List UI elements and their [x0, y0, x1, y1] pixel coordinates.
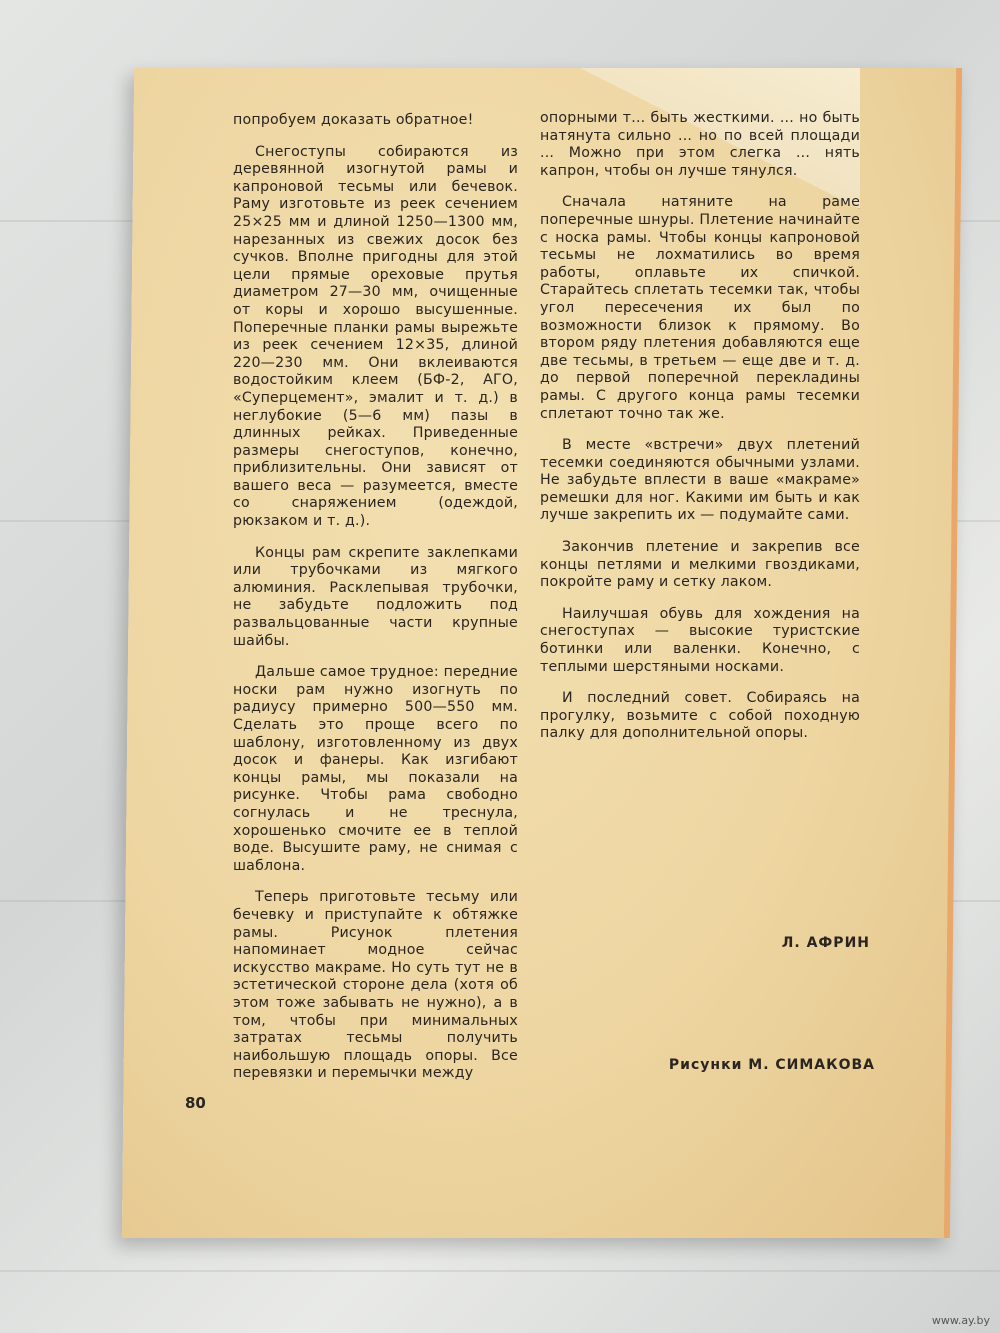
text-column-left — [233, 112, 518, 1097]
paragraph: Наилучшая обувь для хождения на снегоступах — высокие туристские ботинки или валенки. Конечно, с теплыми шерстяными носками. — [540, 605, 860, 675]
paragraph: попробуем доказать обратное! — [233, 112, 474, 128]
paragraph: опорными т... быть жесткими. ... но быть натянута сильно ... но по всей площади ... Можно при этом слегка ... нять капрон, чтобы он лучше тянулся. — [540, 110, 860, 179]
illustrations-credit: Рисунки М. СИМАКОВА — [668, 1057, 875, 1073]
author-signature: Л. АФРИН — [781, 935, 870, 951]
paragraph: Дальше самое трудное: передние носки рам нужно изогнуть по радиусу примерно 500—550 мм. Сделать это проще всего по шаблону, изготовленному из двух досок и фанеры. Как изгибают концы рамы, мы показали на рисунке. Чтобы рама свободно согнулась и не треснула, хорошенько смочите ее в теплой воде. Высушите раму, не снимая с шаблона. — [233, 664, 518, 874]
paragraph: Сначала натяните на раме поперечные шнуры. Плетение начинайте с носка рамы. Чтобы концы капроновой тесьмы не лохматились во время работы, оплавьте их спичкой. Старайтесь сплетать тесемки так, чтобы угол пересечения их был по возможности близок к прямому. Во втором ряду плетения добавляются еще две тесьмы, в третьем — еще две и т. д. до первой поперечной перекладины рамы. С другого конца рамы тесемки сплетают точно так же. — [540, 194, 860, 422]
paragraph: Закончив плетение и закрепив все концы петлями и мелкими гвоздиками, покройте раму и сетку лаком. — [540, 539, 860, 591]
text-column-right — [540, 110, 860, 757]
page-number: 80 — [185, 1094, 206, 1112]
paragraph: Теперь приготовьте тесьму или бечевку и приступайте к обтяжке рамы. Рисунок плетения напоминает модное сейчас искусство макраме. Но суть тут не в эстетической стороне дела (хотя об этом тоже забывать не нужно), а в том, чтобы при минимальных затратах тесьмы получить наибольшую площадь опоры. Все перевязки и перемычки между — [233, 889, 518, 1082]
paragraph: Концы рам скрепите заклепками или трубочками из мягкого алюминия. Расклепывая трубочки, не забудьте подложить под развальцованные части крупные шайбы. — [233, 544, 518, 649]
paragraph: Снегоступы собираются из деревянной изогнутой рамы и капроновой тесьмы или бечевок. Раму изготовьте из реек сечением 25×25 мм и длиной 1250—1300 мм, нарезанных из свежих досок без сучков. Вполне пригодны для этой цели прямые ореховые прутья диаметром 27—30 мм, очищенные от коры и хорошо высушенные. Поперечные планки рамы вырежьте из реек сечением 12×35, длиной 220—230 мм. Они вклеиваются водостойким клеем (БФ-2, АГО, «Суперцемент», эмалит и т. д.) в неглубокие (5—6 мм) пазы в длинных рейках. Приведенные размеры снегоступов, конечно, приблизительны. Они зависят от вашего веса — разумеется, вместе со снаряжением (одеждой, рюкзаком и т. д.). — [233, 143, 518, 530]
watermark: www.ay.by — [931, 1314, 990, 1327]
paragraph: В месте «встречи» двух плетений тесемки соединяются обычными узлами. Не забудьте вплести в ваше «макраме» ремешки для ног. Какими им быть и как лучше закрепить их — подумайте сами. — [540, 437, 860, 524]
paragraph: И последний совет. Собираясь на прогулку, возьмите с собой походную палку для дополнительной опоры. — [540, 690, 860, 742]
